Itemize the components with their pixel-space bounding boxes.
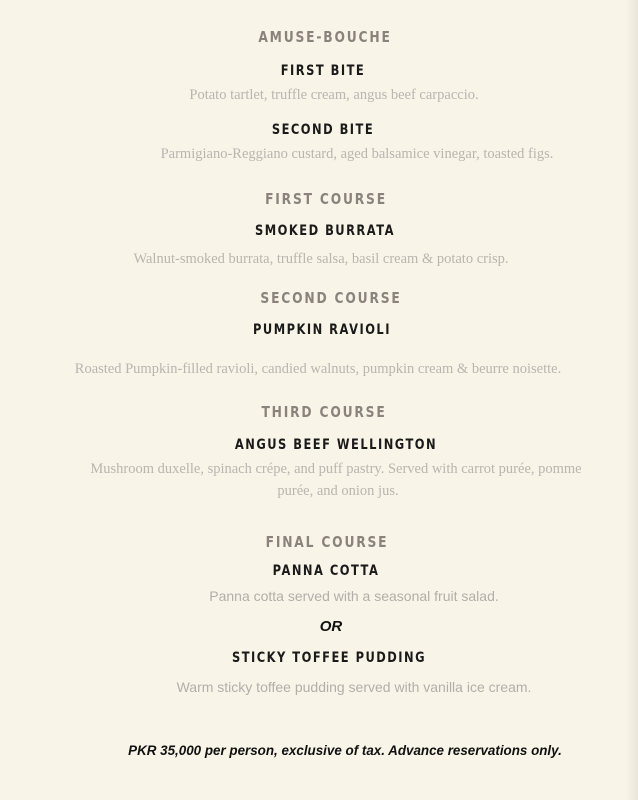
dish-description-first-bite: Potato tartlet, truffle cream, angus beef carpaccio. [189,87,479,103]
dish-description-panna-cotta: Panna cotta served with a seasonal fruit salad. [209,588,499,604]
section-heading-third-course: THIRD COURSE [261,403,387,421]
page-edge-shadow [626,0,638,800]
dish-name-pumpkin-ravioli: PUMPKIN RAVIOLI [253,322,391,338]
or-separator: OR [319,618,343,635]
section-heading-first-course: FIRST COURSE [265,190,387,208]
section-heading-final-course: FINAL COURSE [265,533,389,551]
dish-description-pumpkin-ravioli: Roasted Pumpkin-filled ravioli, candied walnuts, pumpkin cream & beurre noisette. [74,361,562,377]
dish-name-second-bite: SECOND BITE [271,122,375,138]
section-heading-amuse-bouche: AMUSE-BOUCHE [258,28,392,46]
section-heading-second-course: SECOND COURSE [260,289,402,307]
dish-name-smoked-burrata: SMOKED BURRATA [255,223,395,239]
dish-description-sticky-toffee-pudding: Warm sticky toffee pudding served with vanilla ice cream. [176,679,532,695]
dish-description-smoked-burrata: Walnut-smoked burrata, truffle salsa, basil cream & potato crisp. [133,251,509,267]
dish-description-second-bite: Parmigiano-Reggiano custard, aged balsamice vinegar, toasted figs. [160,146,554,162]
dish-description-line2-beef-wellington: purée, and onion jus. [277,483,399,499]
dish-name-sticky-toffee-pudding: STICKY TOFFEE PUDDING [231,650,427,666]
price-note: PKR 35,000 per person, exclusive of tax. Advance reservations only. [128,743,562,758]
dish-description-line1-beef-wellington: Mushroom duxelle, spinach crépe, and puff pastry. Served with carrot purée, pomme [90,461,582,477]
dish-name-angus-beef-wellington: ANGUS BEEF WELLINGTON [234,437,438,453]
dish-name-panna-cotta: PANNA COTTA [272,563,380,579]
dish-name-first-bite: FIRST BITE [280,63,366,79]
